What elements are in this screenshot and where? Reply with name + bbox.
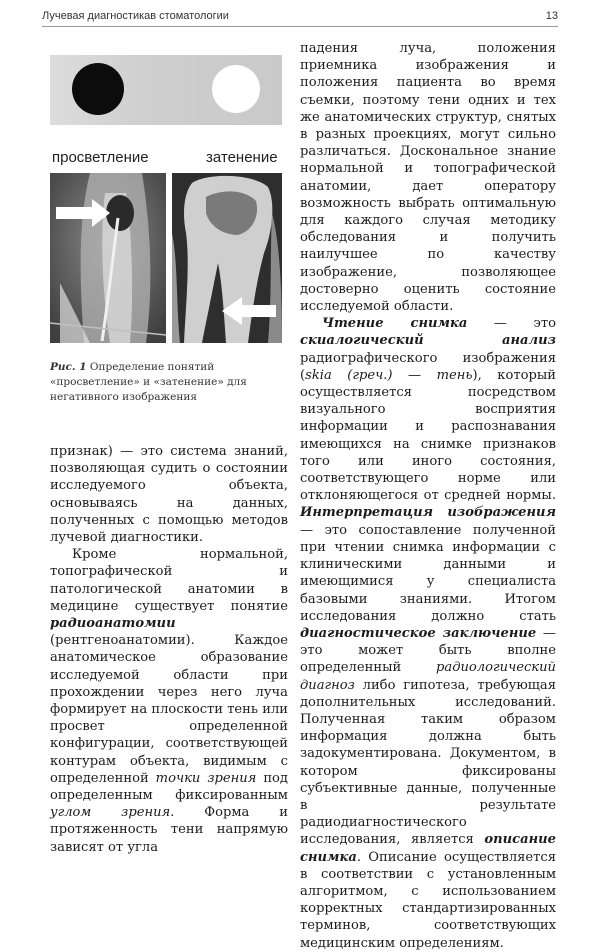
right-column	[300, 40, 556, 952]
paragraph: Чтение снимка — это скиалогический анализ радиографического изображения (skia (греч.) — тень), который осуществляется посредством визуального восприятия информации и распознавания имеющихся на снимке признаков того или иного состояния, соответствующего норме или отклоняющегося от средней нормы. Интерпретация изображения — это сопоставление полученной при чтении снимка информации с клиническими данными и имеющимися у специалиста базовыми знаниями. Итогом исследования должно стать диагностическое заключение — это может быть вполне определенный радиологический диагноз либо гипотеза, требующая дополнительных исследований. Полученная таким образом информация должна быть задокументирована. Документом, в котором фиксированы субъективные данные, полученные в результате радиодиагностического исследования, является описание снимка. Описание осуществляется в соответствии с установленным алгоритмом, с использованием корректных стандартизированных терминов, соответствующих медицинским определениям.	[300, 316, 556, 951]
density-demo-panel	[50, 55, 282, 125]
page-number: 13	[545, 10, 558, 22]
paragraph: признак) — это система знаний, позволяющая судить о состоянии исследуемого объекта, основываясь на данных, полученных с помощью методов лучевой диагностики.	[50, 444, 288, 546]
label-radiolucency: просветление	[52, 149, 149, 166]
left-column	[50, 443, 288, 856]
page-header	[42, 6, 558, 27]
black-disk-icon	[72, 63, 124, 115]
figure-caption: Рис. 1 Определение понятий «просветление» и «затенение» для негативного изображения	[50, 361, 247, 403]
xray-image-radiopacity	[172, 173, 282, 343]
running-title: Лучевая диагностикав стоматологии	[42, 10, 229, 22]
label-radiopacity: затенение	[206, 149, 278, 166]
paragraph: падения луча, положения приемника изображения и положения пациента во время съемки, поэтому тени одних и тех же анатомических структур, снятых в разных проекциях, могут сильно различаться. Доскональное знание нормальной и топографической анатомии, дает оператору возможность выбрать оптимальную для каждого случая методику обследования и получить наилучшее по качеству изображение, позволяющее достоверно оценить состояние исследуемой области.	[300, 41, 556, 315]
xray-image-radiolucency	[50, 173, 166, 343]
white-disk-icon	[212, 65, 260, 113]
paragraph: Кроме нормальной, топографической и патологической анатомии в медицине существует понятие радиоанатомии (рентгеноанатомии). Каждое анатомическое образование исследуемой области при прохождении через него луча формирует на плоскости тень или просвет определенной конфигурации, соответствующей контурам объекта, видимым с определенной точки зрения под определенным фиксированным углом зрения. Форма и протяженность тени напрямую зависят от угла	[50, 547, 288, 855]
